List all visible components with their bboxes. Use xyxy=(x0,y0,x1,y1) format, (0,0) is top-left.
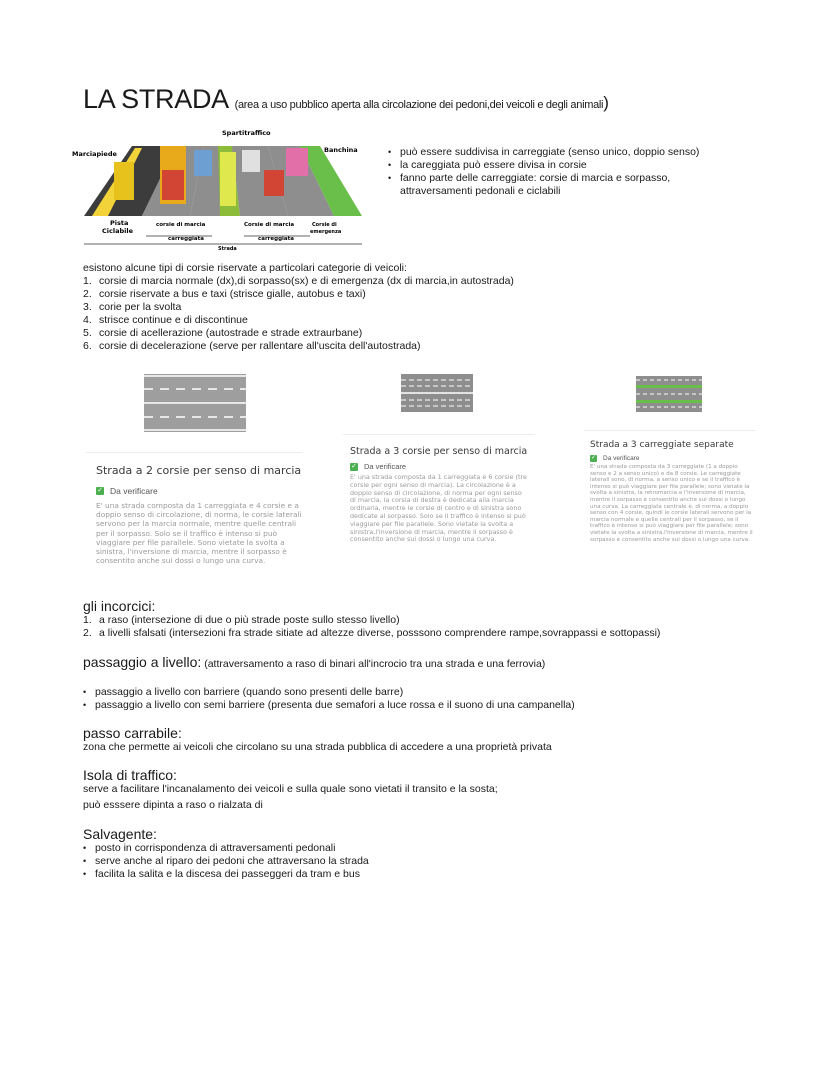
list-item-number: 5. xyxy=(83,327,92,339)
road-diagram-svg xyxy=(72,130,370,252)
list-item-number: 1. xyxy=(83,614,92,626)
label-pista: Pista xyxy=(110,219,129,227)
card-2-divider xyxy=(343,434,535,435)
list-item-number: 2. xyxy=(83,288,92,300)
list-item: • facilita la salita e la discesa dei passeggeri da tram e bus xyxy=(83,868,783,881)
list-item xyxy=(83,340,583,353)
lanes-section xyxy=(83,262,583,353)
card-2-verify-label: Da verificare xyxy=(364,462,407,471)
list-item-number: 2. xyxy=(83,627,92,639)
list-item-number: 6. xyxy=(83,340,92,352)
salvagente-list xyxy=(83,842,783,881)
road-cross-section-diagram xyxy=(72,130,370,252)
list-item-text: a livelli sfalsati (intersezioni fra strade sitiate ad altezze diverse, posssono comprendere rampe,sovrappassi e sottopassi) xyxy=(99,627,661,639)
title-main: LA STRADA xyxy=(83,84,228,114)
label-corsie-marcia-1: corsie di marcia xyxy=(156,222,206,228)
list-item: • la careggiata può essere divisa in corsie xyxy=(388,159,718,172)
passaggio-list xyxy=(83,686,783,712)
list-item: • serve anche al riparo dei pedoni che attraversano la strada xyxy=(83,855,783,868)
lanes-intro: esistono alcune tipi di corsie riservate a particolari categorie di veicoli: xyxy=(83,262,407,274)
passaggio-section xyxy=(83,654,783,712)
road-thumb-2-lanes xyxy=(144,374,246,432)
label-corsie-marcia-2: Corsie di marcia xyxy=(244,222,295,228)
label-marciapiede: Marciapiede xyxy=(72,150,117,158)
list-item: • può essere suddivisa in carreggiate (senso unico, doppio senso) xyxy=(388,146,718,159)
label-spartitraffico: Spartitraffico xyxy=(222,130,271,137)
list-item-text: corsie di acellerazione (autostrade e strade extraurbane) xyxy=(99,327,363,339)
isola-line-2: può esssere dipinta a raso o rialzata di xyxy=(83,799,263,811)
check-icon: ✓ xyxy=(97,487,103,494)
passaggio-desc: (attraversamento a raso di binari all'incrocio tra una strada e una ferrovia) xyxy=(201,658,546,670)
list-item xyxy=(83,314,583,327)
list-item-text: corie per la svolta xyxy=(99,301,182,313)
label-corsie-emergenza-1: Corsie di xyxy=(312,222,337,228)
title-subtitle: (area a uso pubblico aperta alla circolazione dei pedoni,dei veicoli e degli animali xyxy=(234,99,604,111)
label-carreggiata-1: carreggiata xyxy=(168,236,204,242)
check-icon: ✓ xyxy=(351,462,357,470)
salvagente-section xyxy=(83,826,783,881)
label-corsie-emergenza-2: emergenza xyxy=(310,229,342,235)
list-item-number: 4. xyxy=(83,314,92,326)
intro-bullet-list xyxy=(388,146,718,198)
isola-line-1: serve a facilitare l'incanalamento dei veicoli e sulla quale sono vietati il transito e la sosta; xyxy=(83,783,498,795)
list-item xyxy=(83,288,583,301)
page-title xyxy=(83,84,609,115)
list-item xyxy=(83,327,583,340)
incroci-heading: gli incorcici: xyxy=(83,598,156,614)
card-3-verify-label: Da verificare xyxy=(603,455,640,462)
road-thumb-3-carriageways xyxy=(636,376,702,412)
salvagente-heading: Salvagente: xyxy=(83,826,157,842)
card-3-carriageways xyxy=(590,440,754,543)
list-item xyxy=(83,275,583,288)
list-item-text: corsie di marcia normale (dx),di sorpasso(sx) e di emergenza (dx di marcia,in autostrada) xyxy=(99,275,514,287)
card-2-lanes xyxy=(96,464,302,565)
list-item: • passaggio a livello con semi barriere (presenta due semafori a luce rossa e il suono di una campanella) xyxy=(83,699,783,712)
list-item-number: 3. xyxy=(83,301,92,313)
card-3-title: Strada a 3 carreggiate separate xyxy=(590,440,734,450)
isola-heading: Isola di traffico: xyxy=(83,767,177,783)
label-ciclabile: Ciclabile xyxy=(102,227,133,235)
passaggio-title-row xyxy=(83,654,783,672)
list-item-text: a raso (intersezione di due o più strade poste sullo stesso livello) xyxy=(99,614,400,626)
card-3-lanes xyxy=(350,446,528,544)
carrabile-section xyxy=(83,725,783,754)
incroci-section xyxy=(83,598,783,640)
list-item-number: 1. xyxy=(83,275,92,287)
passaggio-heading: passaggio a livello: xyxy=(83,654,202,670)
intro-bullets xyxy=(388,146,718,198)
list-item-text: corsie di decelerazione (serve per rallentare all'uscita dell'autostrada) xyxy=(99,340,421,352)
list-item: • posto in corrispondenza di attraversamenti pedonali xyxy=(83,842,783,855)
card-1-title: Strada a 2 corsie per senso di marcia xyxy=(96,464,302,477)
list-item: • fanno parte delle carreggiate: corsie di marcia e sorpasso, attraversamenti pedonali e ciclabili xyxy=(388,172,718,198)
card-2-title: Strada a 3 corsie per senso di marcia xyxy=(350,446,528,457)
carrabile-heading: passo carrabile: xyxy=(83,725,182,741)
card-2-verify xyxy=(350,462,528,471)
card-3-body: E' una strada composta da 3 carreggiate (1 a doppio senso e 2 a senso unico) e da 8 corsie. Le carreggiate laterali sono, di norma, a senso unico e se il traffico è intenso si può viaggiare per file parallele; sono vietate la svolta a sinistra, la retromarcia e l'inversione di marcia, mentre il sorpasso è consentito anche sui dossi o lungo una curva. La carreggiata centrale è, di norma, a doppio senso con 4 corsie, quindi le corsie laterali servono per la marcia normale e quelle centrali per il sorpasso, se il traffico è intenso si può viaggiare per file parallele; sono vietate la svolta a sinistra,l'inversione di marcia, mentre il sorpasso è consentito anche sui dossi o lungo una curva. xyxy=(590,464,753,543)
title-close-paren: ) xyxy=(603,93,609,112)
label-strada: Strada xyxy=(218,246,237,252)
card-3-verify xyxy=(590,455,754,462)
card-1-divider xyxy=(86,452,302,453)
list-item xyxy=(83,627,783,640)
list-item xyxy=(83,301,583,314)
isola-section xyxy=(83,767,783,812)
card-3-divider xyxy=(584,430,756,431)
check-icon: ✓ xyxy=(590,455,597,461)
list-item-text: corsie riservate a bus e taxi (strisce gialle, autobus e taxi) xyxy=(99,288,366,300)
list-item xyxy=(83,614,783,627)
label-carreggiata-2: carreggiata xyxy=(258,236,294,242)
carrabile-desc: zona che permette ai veicoli che circolano su una strada pubblica di accedere a una proprietà privata xyxy=(83,741,552,753)
card-1-verify-label: Da verificare xyxy=(110,486,158,496)
road-thumb-3-lanes xyxy=(401,374,473,412)
list-item: • passaggio a livello con barriere (quando sono presenti delle barre) xyxy=(83,686,783,699)
list-item-text: strisce continue e di discontinue xyxy=(99,314,248,326)
incroci-list xyxy=(83,614,783,640)
card-1-verify xyxy=(96,486,302,496)
label-banchina: Banchina xyxy=(324,146,358,154)
lanes-list xyxy=(83,275,583,353)
card-1-body: E' una strada composta da 1 carreggiata e 4 corsie e a doppio senso di circolazione, di norma, le corsie laterali servono per la marcia normale, mentre quelle centrali per il sorpasso. Solo se il traffico è intenso si può viaggiare per file parallele. Sono vietate la svolta a sinistra, l'inversione di marcia, mentre il sorpasso è consentito anche sui dossi o lungo una curva. xyxy=(96,501,302,566)
card-2-body: E' una strada composta da 1 carreggiata e 6 corsie (tre corsie per ogni senso di marcia). La circolazione è a doppio senso di circolazione, di norma per ogni senso di marcia, la corsia di destra è dedicata alla marcia ordinaria, mentre le corsie di centro e di sinistra sono dedicate al sorpasso. Solo se il traffico è intenso si può viaggiare per file parallele. Sono vietate la svolta a sinistra,l'inversione di marcia, mentre il sorpasso è consentito anche sui dossi o lungo una curva. xyxy=(350,473,527,544)
